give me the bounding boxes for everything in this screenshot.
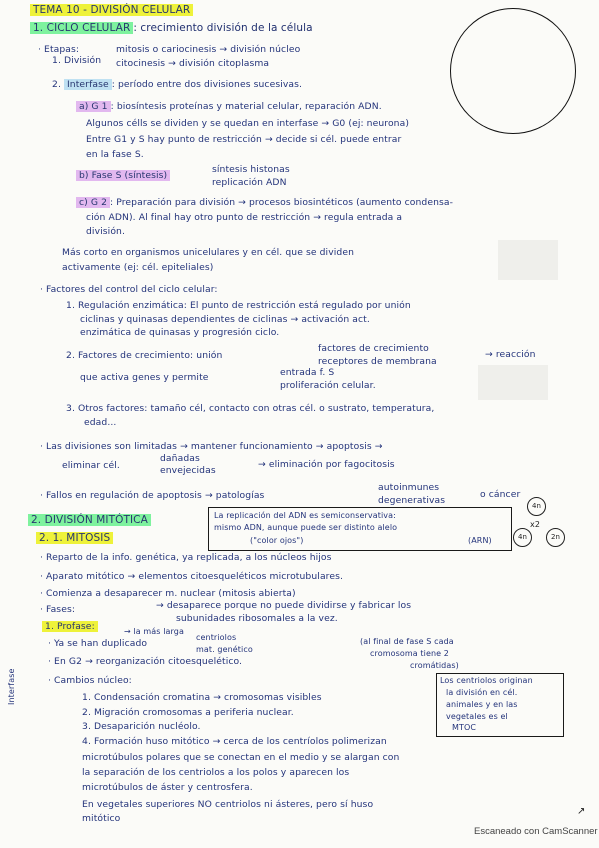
factor-line: 2. Factores de crecimiento: unión — [66, 350, 223, 361]
drawn-circle — [450, 8, 576, 134]
mitosis-line: · Comienza a desaparecer m. nuclear (mitosis abierta) — [40, 588, 296, 599]
g2-text: : Preparación para división → procesos biosintéticos (aumento condensa- — [110, 197, 454, 208]
mitosis-heading: 2. 1. MITOSIS — [36, 532, 113, 544]
note-item: envejecidas — [160, 465, 216, 476]
profase-note: cromátidas) — [410, 661, 459, 670]
box-line: ("color ojos") — [250, 536, 304, 545]
nucleus-change: 2. Migración cromosomas a periferia nuclear. — [82, 707, 294, 718]
factor-item: entrada f. S — [280, 367, 335, 378]
etapas-label: · Etapas: — [38, 44, 80, 55]
profase-note: (al final de fase S cada — [360, 637, 454, 646]
factor-item: receptores de membrana — [318, 356, 437, 367]
paper-smudge — [478, 365, 548, 400]
box-line: animales y en las — [446, 700, 518, 709]
box-line: La replicación del ADN es semiconservativa: — [214, 511, 396, 520]
mitosis-line: · Reparto de la info. genética, ya replicada, a los núcleos hijos — [40, 552, 332, 563]
profase-item: centriolos — [196, 633, 237, 642]
profase-line: · Cambios núcleo: — [48, 675, 132, 686]
mitosis-line: · Fases: — [40, 604, 76, 615]
factor-item: factores de crecimiento — [318, 343, 429, 354]
box-line: mismo ADN, aunque puede ser distinto alelo — [214, 523, 398, 532]
mitosis-line: → desaparece porque no puede dividirse y fabricar los — [156, 600, 412, 611]
note-line: Más corto en organismos unicelulares y en cél. que se dividen — [62, 247, 355, 258]
page-title: TEMA 10 - DIVISIÓN CELULAR — [30, 4, 193, 16]
nucleus-change: microtúbulos polares que se conectan en el medio y se alargan con — [82, 752, 400, 763]
nucleus-change: mitótico — [82, 813, 121, 824]
factor-line: ciclinas y quinasas dependientes de ciclinas → activación act. — [80, 314, 370, 325]
chromosome-count-ring: 2n — [546, 528, 565, 547]
note-line: o cáncer — [480, 489, 521, 500]
multiplier-label: x2 — [530, 520, 541, 529]
profase-note: → la más larga — [124, 627, 184, 636]
g1-text: : biosíntesis proteínas y material celular, reparación ADN. — [110, 101, 382, 112]
corner-mark-icon: ↗ — [577, 806, 586, 817]
g1-line: en la fase S. — [86, 149, 144, 160]
etapas-item: mitosis o cariocinesis → división núcleo — [116, 44, 301, 55]
box-line: Los centriolos originan — [440, 676, 533, 685]
profase-note: cromosoma tiene 2 — [370, 649, 450, 658]
box-line: (ARN) — [468, 536, 492, 545]
g1-label: a) G 1 — [76, 101, 111, 112]
chromosome-count-ring: 4n — [513, 528, 532, 547]
section-heading-ciclo-celular: 1. CICLO CELULAR — [30, 22, 133, 34]
mitosis-line: subunidades ribosomales a la vez. — [176, 613, 338, 624]
note-line: → eliminación por fagocitosis — [258, 459, 395, 470]
box-line: MTOC — [452, 723, 477, 732]
note-line: · Las divisiones son limitadas → mantener funcionamiento → apoptosis → — [40, 441, 383, 452]
box-line: la división en cél. — [446, 688, 518, 697]
fase-s-item: síntesis histonas — [212, 164, 290, 175]
nucleus-change: 1. Condensación cromatina → cromosomas visibles — [82, 692, 322, 703]
g2-label: c) G 2 — [76, 197, 110, 208]
nucleus-change: 4. Formación huso mitótico → cerca de los centríolos polimerizan — [82, 736, 387, 747]
g2-line: división. — [86, 226, 125, 237]
interfase-heading: Interfase — [64, 79, 112, 90]
division-label: 1. División — [52, 55, 102, 66]
profase-item: mat. genético — [196, 645, 253, 654]
g1-line: Algunos célls se dividen y se quedan en interfase → G0 (ej: neurona) — [86, 118, 410, 129]
factor-line: enzimática de quinasas y progresión ciclo. — [80, 327, 280, 338]
section-heading-rest: : crecimiento división de la célula — [133, 22, 313, 34]
profase-heading: 1. Profase: — [42, 621, 98, 632]
factor-line: que activa genes y permite — [80, 372, 209, 383]
note-line: eliminar cél. — [62, 460, 120, 471]
box-line: vegetales es el — [446, 712, 508, 721]
interfase-side-label: Interfase — [7, 668, 16, 705]
mitosis-line: · Aparato mitótico → elementos citoesqueléticos microtubulares. — [40, 571, 344, 582]
note-item: dañadas — [160, 453, 200, 464]
nucleus-change: 3. Desaparición nucléolo. — [82, 721, 201, 732]
note-line: · Fallos en regulación de apoptosis → patologías — [40, 490, 265, 501]
g2-line: ción ADN). Al final hay otro punto de restricción → regula entrada a — [86, 212, 403, 223]
fase-s-item: replicación ADN — [212, 177, 287, 188]
factor-line: 1. Regulación enzimática: El punto de restricción está regulado por unión — [66, 300, 411, 311]
note-item: degenerativas — [378, 495, 446, 506]
etapas-item: citocinesis → división citoplasma — [116, 58, 270, 69]
nucleus-change: la separación de los centriolos a los polos y aparecen los — [82, 767, 350, 778]
interfase-number: 2. — [52, 79, 61, 90]
factores-heading: · Factores del control del ciclo celular: — [40, 284, 218, 295]
factor-line: 3. Otros factores: tamaño cél, contacto con otras cél. o sustrato, temperatura, — [66, 403, 435, 414]
fase-s-label: b) Fase S (síntesis) — [76, 170, 170, 181]
paper-smudge — [498, 240, 558, 280]
nucleus-change: En vegetales superiores NO centriolos ni ásteres, pero sí huso — [82, 799, 374, 810]
section-heading-division-mitotica: 2. DIVISIÓN MITÓTICA — [28, 514, 151, 526]
factor-line: edad... — [84, 417, 117, 428]
profase-line: · Ya se han duplicado — [48, 638, 148, 649]
factor-line: → reacción — [485, 349, 536, 360]
note-item: autoinmunes — [378, 482, 440, 493]
interfase-definition: : período entre dos divisiones sucesivas. — [111, 79, 303, 90]
note-line: activamente (ej: cél. epiteliales) — [62, 262, 214, 273]
factor-item: proliferación celular. — [280, 380, 376, 391]
g1-line: Entre G1 y S hay punto de restricción → decide si cél. puede entrar — [86, 134, 402, 145]
nucleus-change: microtúbulos de áster y centrosfera. — [82, 782, 253, 793]
profase-line: · En G2 → reorganización citoesquelético. — [48, 656, 243, 667]
chromosome-count-ring: 4n — [527, 497, 546, 516]
scanner-watermark: Escaneado con CamScanner — [474, 826, 598, 837]
